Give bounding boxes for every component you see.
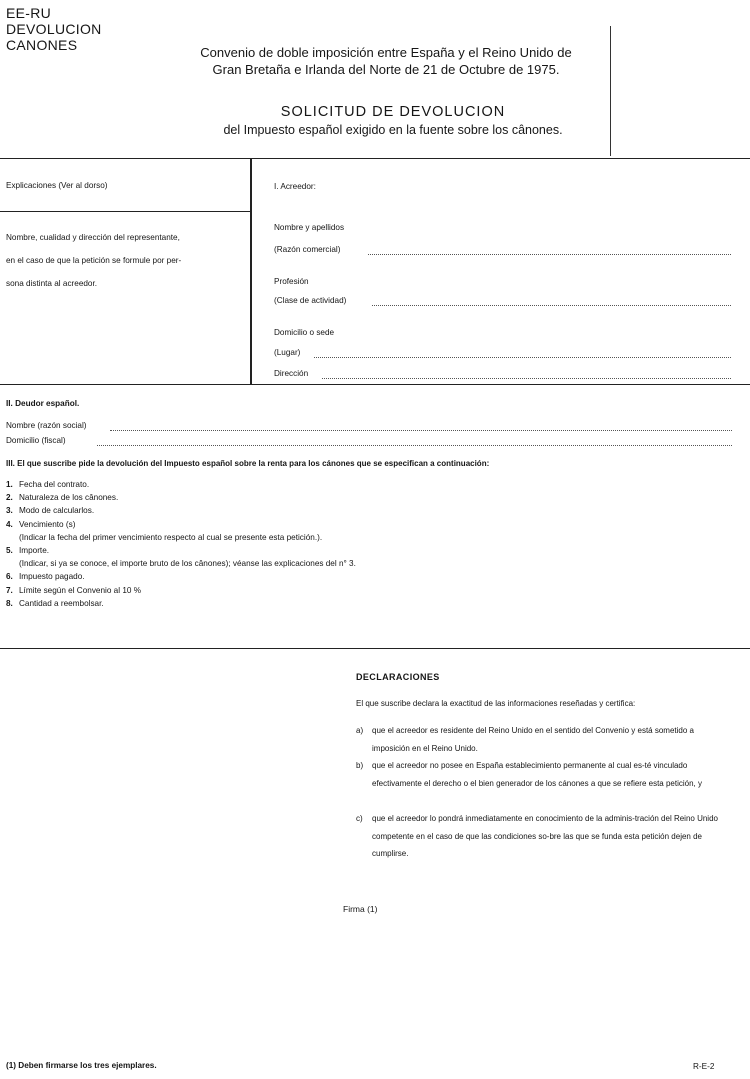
header-divider [610,26,611,156]
footnote: (1) Deben firmarse los tres ejemplares. [6,1061,157,1070]
page-code: R-E-2 [693,1062,715,1071]
creditor-address-label: Dirección [274,369,309,378]
representative-block[interactable] [6,226,244,295]
creditor-name-sub: (Razón comercial) [274,245,341,254]
declaration-label: c) [356,814,363,823]
list-item: 4. Vencimiento (s) [6,519,76,529]
code-line: EE-RU [6,5,52,21]
explanations-label: Explicaciones (Ver al dorso) [6,181,108,190]
creditor-place-field[interactable] [314,357,731,358]
section-divider [0,648,750,649]
creditor-profession-sub: (Clase de actividad) [274,296,347,305]
creditor-domicile-label: Domicilio o sede [274,328,335,337]
code-line: DEVOLUCION [6,21,102,37]
declaration-text: que el acreedor lo pondrá inmediatamente en conocimiento de la adminis-tración del Reino Unido competente en el caso de que las condiciones so-bre las que se funda esta petición dejen de cumplirse. [372,814,718,858]
convention-line: Convenio de doble imposición entre España y el Reino Unido de [200,45,572,60]
form-subtitle: del Impuesto español exigido en la fuente sobre los cânones. [223,123,563,137]
debtor-name-field[interactable] [110,430,732,431]
creditor-address-field[interactable] [322,378,731,379]
list-item: 7. Límite según el Convenio al 10 % [6,585,141,595]
representative-line: en el caso de que la petición se formule por per- [6,256,182,265]
debtor-name-label: Nombre (razón social) [6,421,87,430]
list-item: 3. Modo de calcularlos. [6,506,95,516]
code-line: CANONES [6,37,78,53]
signature-label[interactable]: Firma (1) [343,904,378,914]
list-item: 6. Impuesto pagado. [6,572,85,582]
section-divider [0,158,750,159]
declaration-label: b) [356,761,364,770]
declaration-item [356,722,736,762]
section-divider [0,384,750,385]
list-item: 1. Fecha del contrato. [6,480,90,489]
declaration-label: a) [356,726,364,735]
left-divider [0,211,250,212]
column-divider [250,158,252,384]
list-item: 5. Importe. [6,546,50,556]
convention-title [0,44,750,78]
representative-line: Nombre, cualidad y dirección del representante, [6,233,180,242]
creditor-name-field[interactable] [368,254,731,255]
debtor-domicile-field[interactable] [97,445,732,446]
convention-line: Gran Bretaña e Irlanda del Norte de 21 de Octubre de 1975. [212,62,560,77]
declaration-item [356,810,736,866]
debtor-domicile-label: Domicilio (fiscal) [6,436,66,445]
list-item: (Indicar, si ya se conoce, el importe bruto de los cânones); véanse las explicaciones del n° 3. [19,559,356,569]
list-item: (Indicar la fecha del primer vencimiento respecto al cual se presente esta petición.). [19,532,323,542]
form-title: SOLICITUD DE DEVOLUCION [280,104,506,120]
request-heading: III. El que suscribe pide la devolución del Impuesto español sobre la renta para los cánones que se especifican a continuación: [6,459,490,468]
request-list [6,478,356,610]
declaration-text: que el acreedor es residente del Reino Unido en el sentido del Convenio y está sometido a imposición en el Reino Unido. [372,726,694,753]
creditor-domicile-sub: (Lugar) [274,348,301,357]
list-item: 2. Naturaleza de los cânones. [6,493,119,503]
creditor-name-label: Nombre y apellidos [274,223,345,232]
declarations-intro: El que suscribe declara la exactitud de las informaciones reseñadas y certifica: [356,699,636,708]
representative-line: sona distinta al acreedor. [6,279,98,288]
debtor-heading: II. Deudor español. [6,399,80,408]
list-item: 8. Cantidad a reembolsar. [6,598,104,608]
creditor-profession-label: Profesión [274,277,309,286]
declaration-text: que el acreedor no posee en España establecimiento permanente al cual es-té vinculado efectivamente el derecho o el bien generador de los cánones a que se refiere esta petición, y [372,761,702,788]
declarations-title: DECLARACIONES [356,672,440,682]
creditor-profession-field[interactable] [372,305,731,306]
creditor-heading: I. Acreedor: [274,182,316,191]
declaration-item [356,757,736,813]
